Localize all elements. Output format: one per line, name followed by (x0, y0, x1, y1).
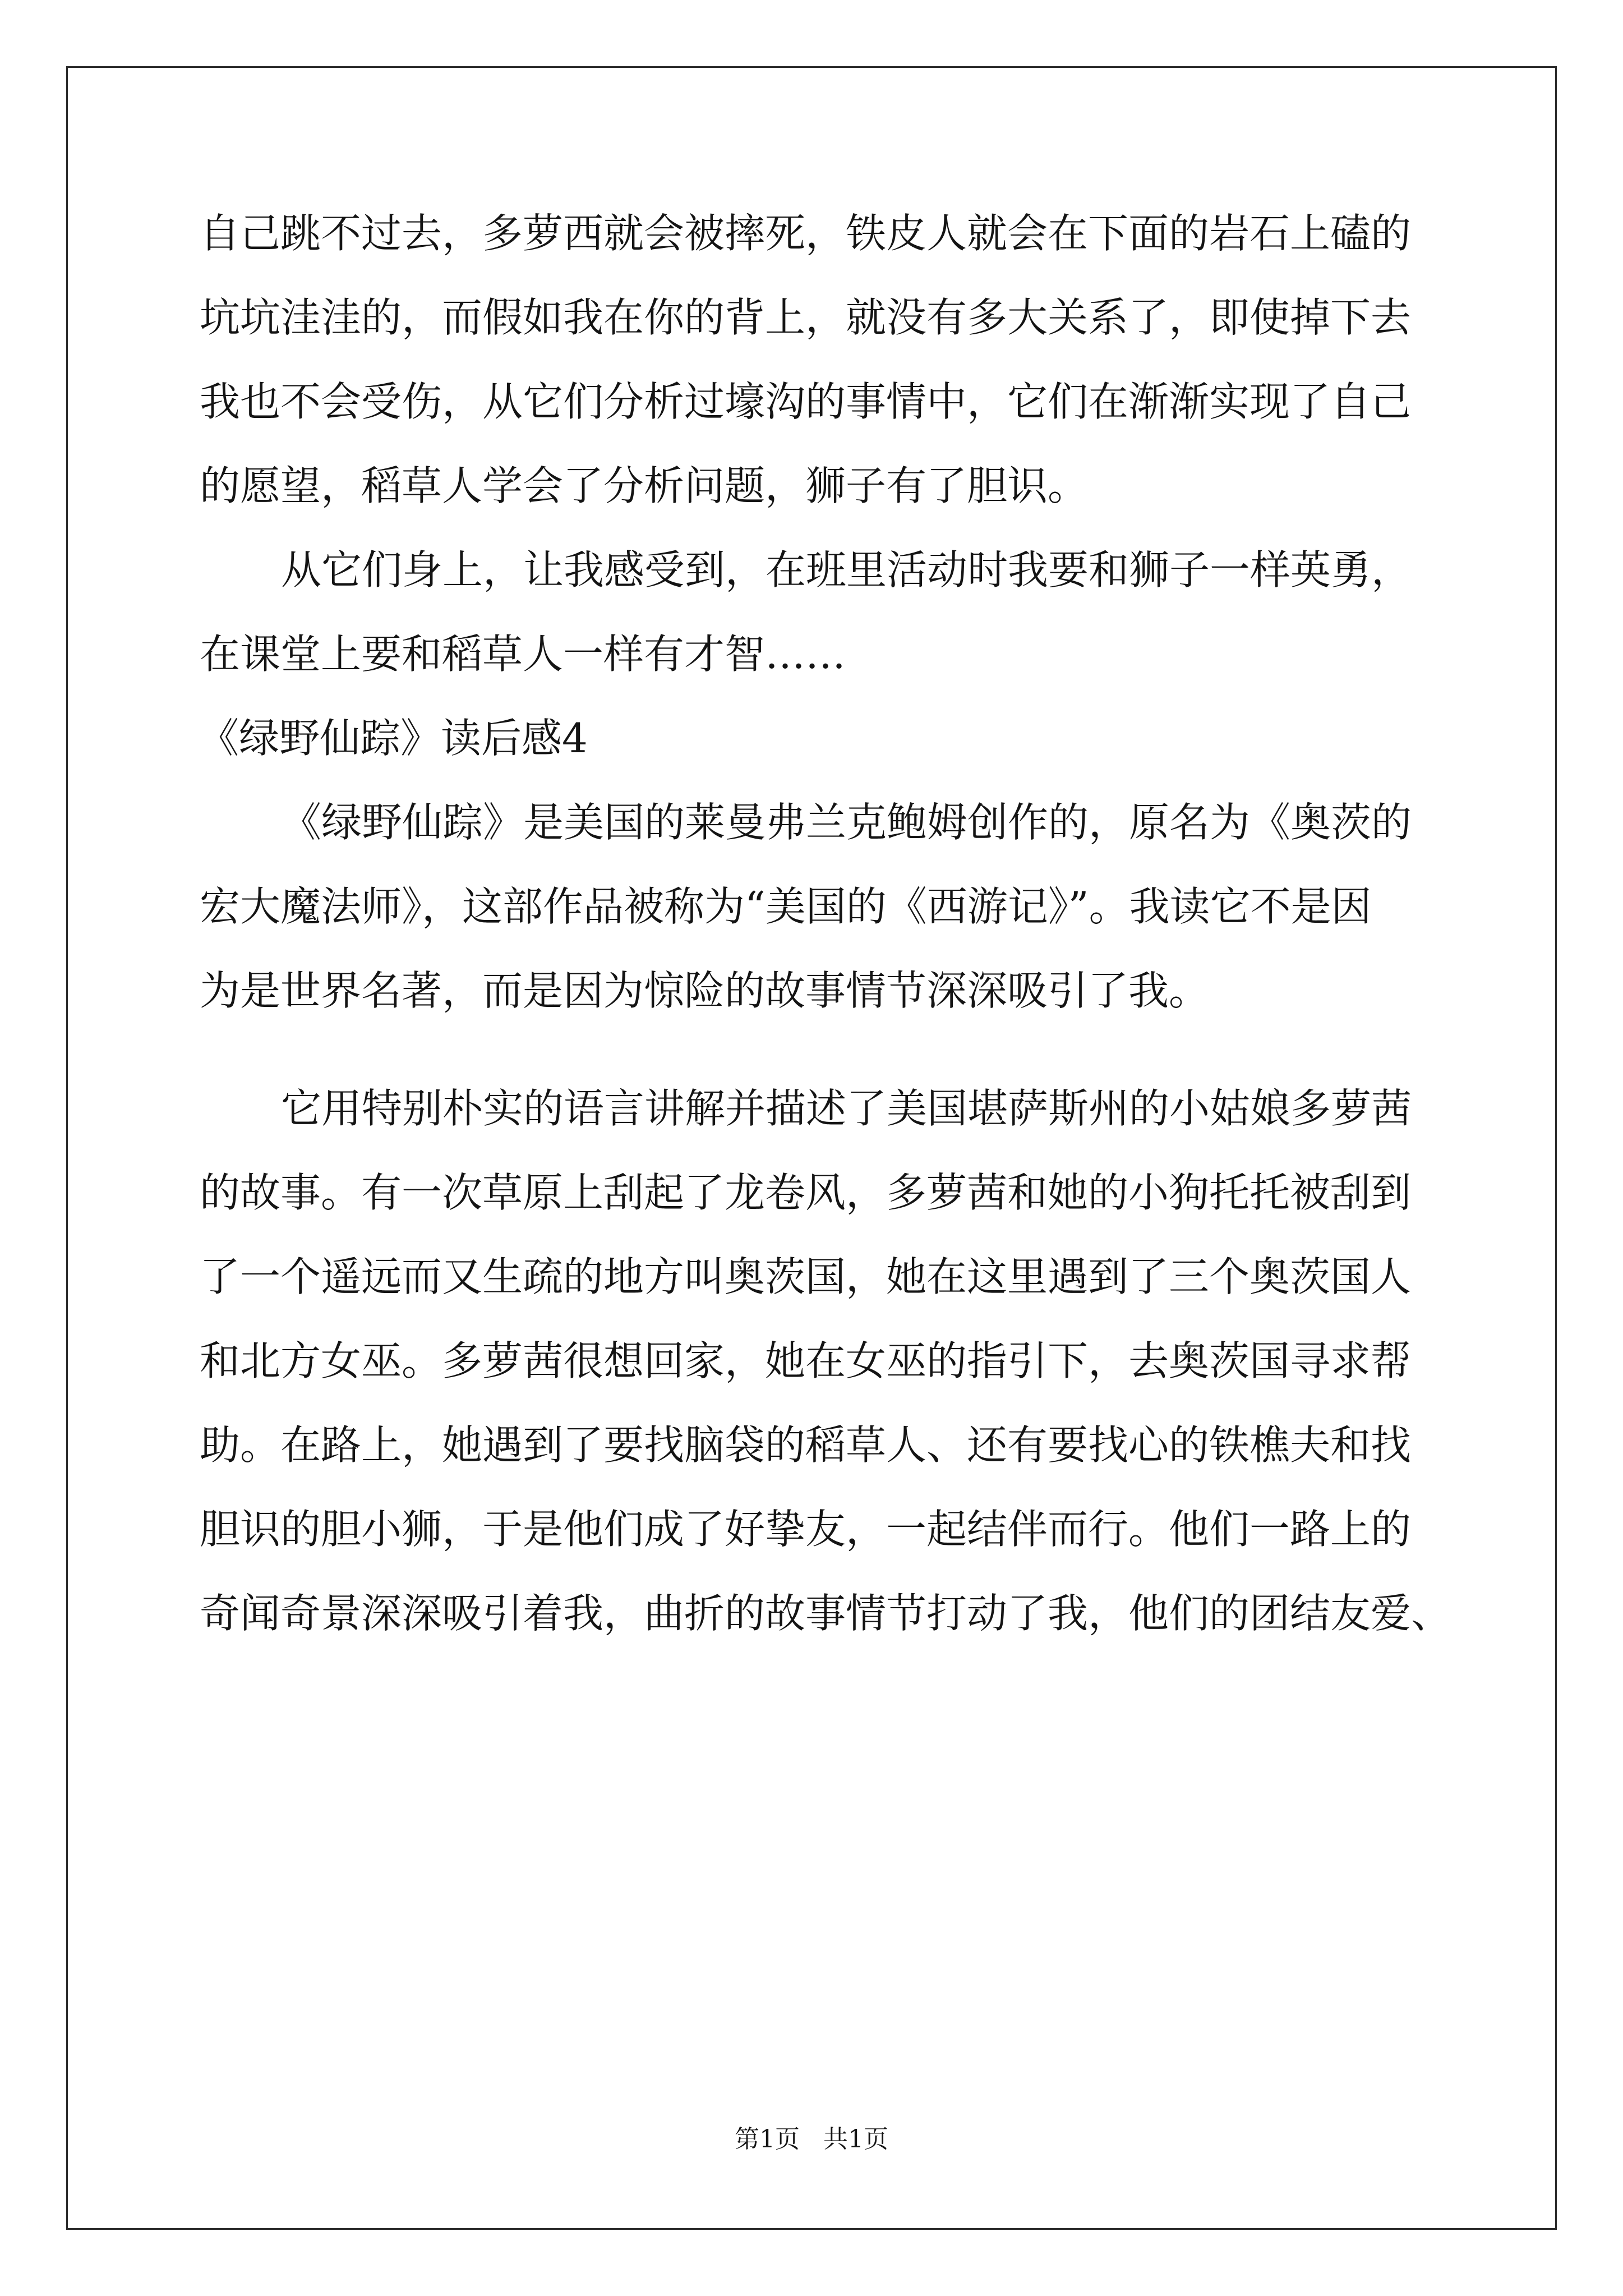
paragraph-4-line-4: 和北方女巫。多萝茜很想回家，她在女巫的指引下，去奥茨国寻求帮 (200, 1337, 1412, 1384)
paragraph-2-line-2: 在课堂上要和稻草人一样有才智…… (200, 631, 846, 678)
paragraph-4-line-2: 的故事。有一次草原上刮起了龙卷风，多萝茜和她的小狗托托被刮到 (200, 1169, 1412, 1216)
paragraph-2-line-1: 从它们身上，让我感受到，在班里活动时我要和狮子一样英勇， (281, 546, 1412, 593)
section-heading: 《绿野仙踪》读后感4 (199, 715, 588, 762)
page-footer: 第1页 共1页 (735, 2125, 888, 2154)
paragraph-4-line-3: 了一个遥远而又生疏的地方叫奥茨国，她在这里遇到了三个奥茨国人 (200, 1253, 1412, 1300)
paragraph-1-line-3: 我也不会受伤，从它们分析过壕沟的事情中，它们在渐渐实现了自己 (200, 378, 1412, 425)
paragraph-4-line-1: 它用特别朴实的语言讲解并描述了美国堪萨斯州的小姑娘多萝茜 (281, 1085, 1412, 1132)
paragraph-3-line-3: 为是世界名著，而是因为惊险的故事情节深深吸引了我。 (200, 967, 1210, 1014)
paragraph-3-line-2: 宏大魔法师》，这部作品被称为“美国的《西游记》”。我读它不是因 (200, 883, 1372, 930)
paragraph-4-line-6: 胆识的胆小狮，于是他们成了好挚友，一起结伴而行。他们一路上的 (200, 1506, 1412, 1553)
paragraph-4-line-7: 奇闻奇景深深吸引着我，曲折的故事情节打动了我，他们的团结友爱、 (200, 1590, 1452, 1637)
paragraph-3-line-1: 《绿野仙踪》是美国的莱曼弗兰克鲍姆创作的，原名为《奥茨的 (281, 799, 1412, 846)
paragraph-1-line-1: 自己跳不过去，多萝西就会被摔死，铁皮人就会在下面的岩石上磕的 (200, 210, 1412, 257)
paragraph-1-line-2: 坑坑洼洼的，而假如我在你的背上，就没有多大关系了，即使掉下去 (200, 294, 1412, 341)
paragraph-1-line-4: 的愿望，稻草人学会了分析问题，狮子有了胆识。 (200, 462, 1089, 509)
paragraph-4-line-5: 助。在路上，她遇到了要找脑袋的稻草人、还有要找心的铁樵夫和找 (200, 1421, 1412, 1469)
